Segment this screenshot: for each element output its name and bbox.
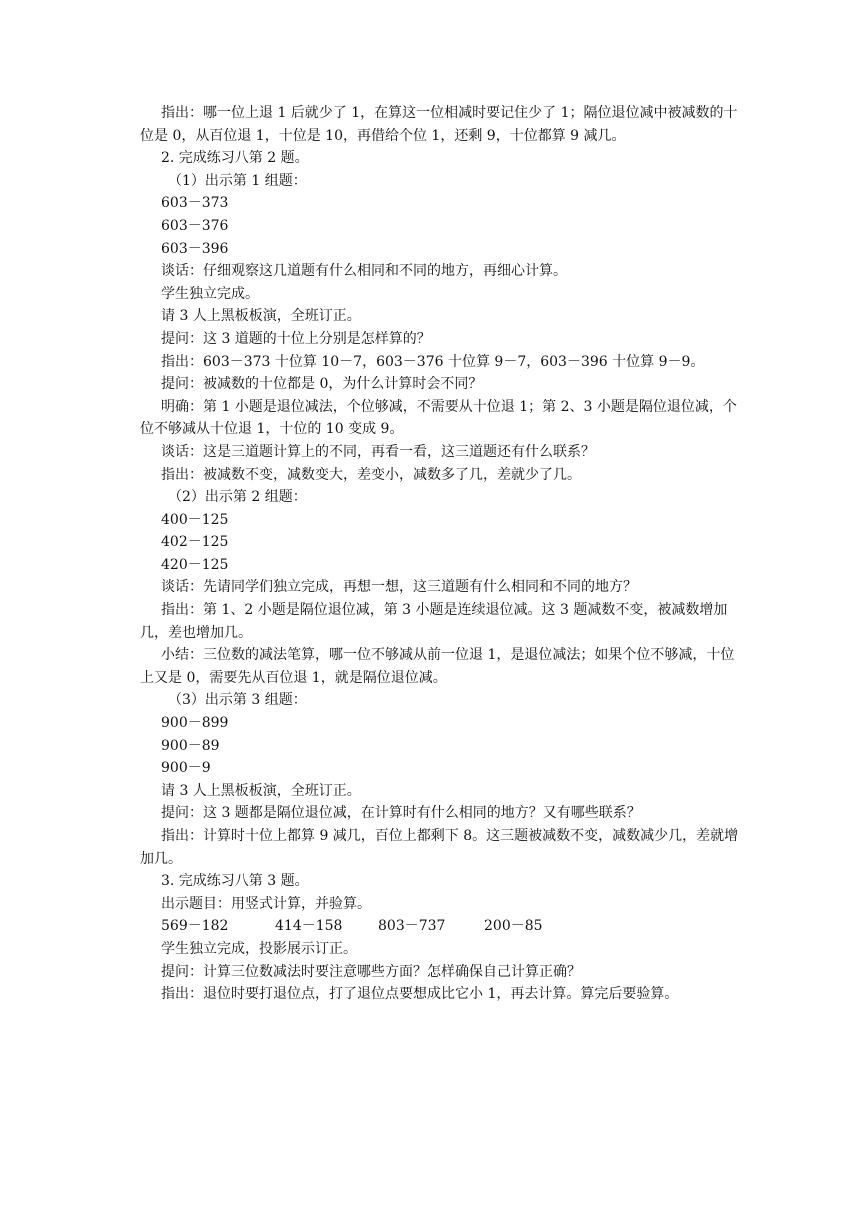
paragraph: 指出：退位时要打退位点，打了退位点要想成比它小 1，再去计算。算完后要验算。 (161, 986, 679, 1003)
exercise-row (140, 915, 740, 938)
paragraph: 小结：三位数的减法笔算，哪一位不够减从前一位退 1，是退位减法；如果个位不够减，十位上又是 0，需要先从百位退 1，就是隔位退位减。 (140, 647, 735, 686)
paragraph: 指出：哪一位上退 1 后就少了 1，在算这一位相减时要记住少了 1；隔位退位减中被减数的十位是 0，从百位退 1，十位是 10，再借给个位 1，还剩 9，十位都算 9 减几。 (140, 105, 738, 144)
paragraph: 出示题目：用竖式计算，并验算。 (161, 895, 371, 912)
paragraph: 谈话：先请同学们独立完成，再想一想，这三道题有什么相同和不同的地方？ (161, 579, 637, 596)
paragraph: 请 3 人上黑板板演，全班订正。 (161, 782, 361, 799)
paragraph: （2）出示第 2 组题： (168, 489, 307, 506)
paragraph: 900－89 (161, 737, 220, 754)
paragraph: 请 3 人上黑板板演，全班订正。 (161, 308, 361, 325)
paragraph: 指出：第 1、2 小题是隔位退位减，第 3 小题是连续退位减。这 3 题减数不变，被减数增加几，差也增加几。 (140, 602, 728, 641)
paragraph: 603－376 (161, 217, 229, 234)
paragraph: 指出：计算时十位上都算 9 减几，百位上都剩下 8。这三题被减数不变，减数减少几，差就增加几。 (140, 828, 739, 867)
exercise-item: 414－158 (275, 918, 343, 935)
paragraph: 指出：被减数不变，减数变大，差变小，减数多了几，差就少了几。 (161, 466, 581, 483)
paragraph: 提问：计算三位数减法时要注意哪些方面？怎样确保自己计算正确？ (161, 963, 581, 980)
exercise-item: 200－85 (484, 918, 543, 935)
paragraph: 明确：第 1 小题是退位减法，个位够减，不需要从十位退 1；第 2、3 小题是隔位退位减，个位不够减从十位退 1，十位的 10 变成 9。 (140, 398, 737, 438)
exercise-item: 569－182 (161, 918, 229, 935)
paragraph: 谈话：这是三道题计算上的不同，再看一看，这三道题还有什么联系？ (161, 443, 595, 460)
paragraph: 603－373 (161, 195, 229, 212)
paragraph: 学生独立完成，投影展示订正。 (161, 940, 357, 957)
paragraph: 提问：被减数的十位都是 0，为什么计算时会不同？ (161, 376, 483, 393)
document-body (140, 102, 740, 1006)
paragraph: 指出：603－373 十位算 10－7，603－376 十位算 9－7，603－396 十位算 9－9。 (161, 353, 705, 370)
paragraph: 603－396 (161, 240, 229, 257)
paragraph: （3）出示第 3 组题： (168, 692, 307, 709)
paragraph: 学生独立完成。 (161, 285, 259, 302)
paragraph: （1）出示第 1 组题： (168, 172, 307, 189)
paragraph: 谈话：仔细观察这几道题有什么相同和不同的地方，再细心计算。 (161, 263, 567, 280)
paragraph: 2. 完成练习八第 2 题。 (161, 150, 309, 167)
paragraph: 900－899 (161, 715, 229, 732)
paragraph: 402－125 (161, 534, 229, 551)
paragraph: 900－9 (161, 760, 211, 777)
paragraph: 400－125 (161, 511, 229, 528)
paragraph: 3. 完成练习八第 3 题。 (161, 873, 309, 890)
paragraph: 提问：这 3 道题的十位上分别是怎样算的？ (161, 330, 431, 347)
paragraph: 420－125 (161, 556, 229, 573)
paragraph: 提问：这 3 题都是隔位退位减，在计算时有什么相同的地方？又有哪些联系？ (161, 805, 641, 822)
exercise-item: 803－737 (378, 918, 446, 935)
